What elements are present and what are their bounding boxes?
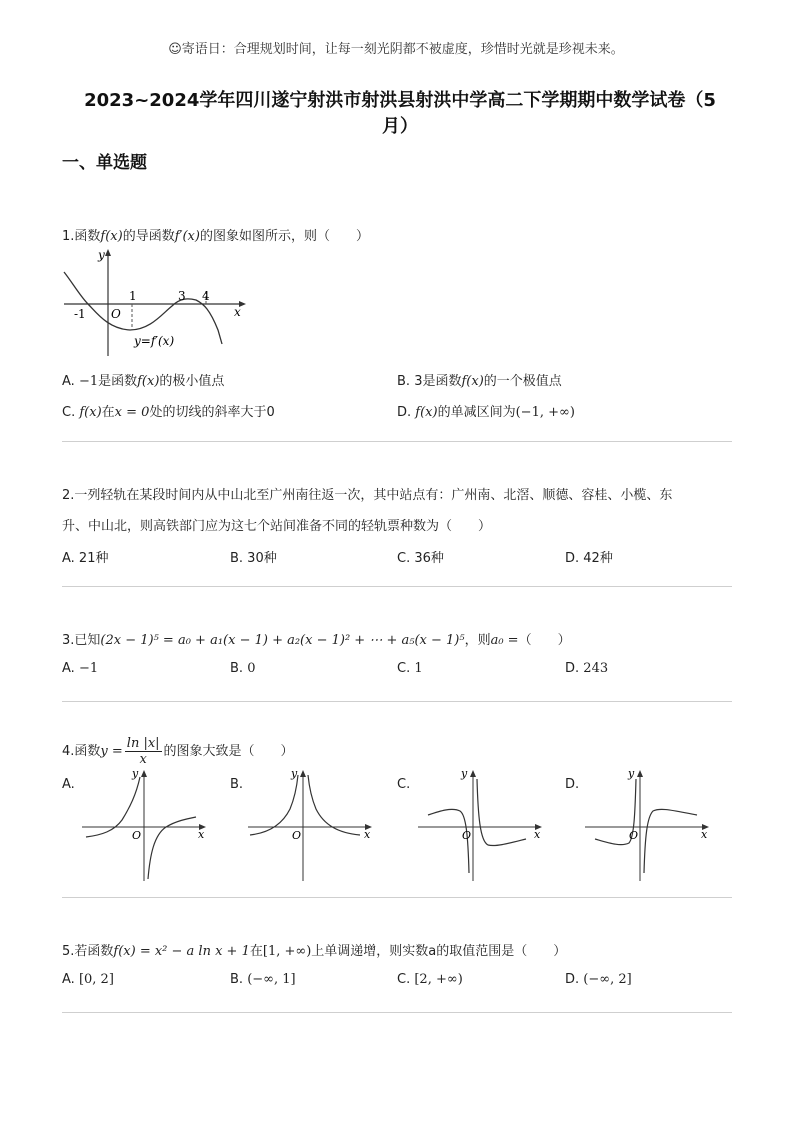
q1-option-d-fx: f(x) [415,405,438,420]
q3-option-b-value: 0 [247,661,256,676]
q5-interval: [1, +∞) [262,944,312,959]
q5-option-a-label: A. [62,972,75,987]
exam-title-line1: 2023~2024学年四川遂宁射洪市射洪县射洪中学高二下学期期中数学试卷（5 [84,90,716,111]
header-motto: ☺寄语日：合理规划时间，让每一刻光阴都不被虚度，珍惜时光就是珍视未来。 [168,42,624,57]
q3-option-a-label: A. [62,661,75,676]
q4-fraction [125,736,162,767]
q4-option-b[interactable]: B. [230,777,244,792]
q1-option-d-label: D. [397,405,412,420]
q3-stem [62,629,571,648]
q4-graph-d[interactable] [585,765,713,883]
q2-option-a[interactable]: A. 21种 [62,551,109,566]
section-heading: 一、单选题 [62,153,147,173]
q1-option-a-fx: f(x) [137,374,160,389]
q4b-y-label: y [291,767,298,780]
q5-function: f(x) = x² − a ln x + 1 [113,944,250,959]
q1-option-a-label: A. [62,374,75,389]
q3-stem-b: ，则 [464,633,491,648]
q1-option-a[interactable] [62,370,224,389]
q3-equation: (2x − 1)⁵ = a₀ + a₁(x − 1) + a₂(x − 1)² + ⋯ + a₅(x − 1)⁵ [100,633,465,648]
q5-stem-c: 上单调递增，则实数a的取值范围是（ ） [311,944,567,959]
q4a-x-label: x [198,828,205,841]
q3-option-c-value: 1 [414,661,423,676]
q4d-origin: O [629,829,639,842]
q1-option-d-text: 的单减区间为 [437,405,516,420]
q3-option-a[interactable] [62,661,98,676]
q1-option-b-fx: f(x) [461,374,484,389]
q4b-origin: O [292,829,302,842]
q4-option-a[interactable]: A. [62,777,75,792]
q4-stem [62,736,294,767]
q4-y-eq: y = [100,744,123,759]
q3-stem-c: （ ） [518,633,571,648]
q2-stem-line2: 升、中山北，则高铁部门应为这七个站间准备不同的轻轨票种数为（ ） [62,519,492,534]
q2-option-c[interactable]: C. 36种 [397,551,444,566]
q5-option-d-value: (−∞, 2] [583,972,632,987]
q1-option-c-math: x = 0 [114,405,150,420]
q5-option-b-label: B. [230,972,244,987]
q4b-x-label: x [364,828,371,841]
q1-option-a-end: 的极小值点 [159,374,225,389]
q5-option-d[interactable] [565,972,632,987]
q1-derivative-graph [62,244,252,360]
q4d-y-arrow-icon [637,770,643,777]
q4d-y-label: y [628,767,635,780]
q1-option-c-label: C. [62,405,76,420]
q5-option-d-label: D. [565,972,580,987]
q1-option-d-math: (−1, +∞) [515,405,575,420]
exam-title [60,88,740,140]
q4-graph-c[interactable] [418,765,546,883]
divider-5 [62,1012,732,1013]
divider-1 [62,441,732,442]
q5-option-c-value: [2, +∞) [414,972,463,987]
q3-option-d-value: 243 [583,661,609,676]
q1-option-c[interactable] [62,401,275,420]
q5-option-a-value: [0, 2] [78,972,114,987]
q4-option-d[interactable]: D. [565,777,580,792]
q1-option-b-label: B. [397,374,411,389]
q1-graph-origin: O [111,307,121,321]
q1-graph-curve-label: y=f′(x) [134,334,175,348]
q1-option-c-end: 处的切线的斜率大于0 [149,405,275,420]
q3-stem-a: 3.已知 [62,633,101,648]
q4c-y-label: y [461,767,468,780]
q4d-curve-right [644,809,697,873]
q4-graph-b[interactable] [248,765,376,883]
q4c-origin: O [462,829,472,842]
q1-fpx: f′(x) [174,229,200,244]
q4a-y-arrow-icon [141,770,147,777]
q3-option-b-label: B. [230,661,244,676]
q1-option-c-fx: f(x) [79,405,102,420]
q5-option-c-label: C. [397,972,411,987]
q4-stem-a: 4.函数 [62,744,101,759]
q3-option-c[interactable] [397,661,423,676]
q1-option-b-end: 的一个极值点 [483,374,562,389]
q4b-curve-right [308,775,360,835]
q1-fx: f(x) [100,229,123,244]
divider-2 [62,586,732,587]
q3-a0: a₀ = [490,633,519,648]
q1-stem-a: 1.函数 [62,229,101,244]
q1-stem [62,225,369,244]
q1-graph-x-label: x [234,305,241,319]
q1-option-b-text: 3是函数 [414,374,462,389]
q1-graph-tick-3: 3 [178,289,186,303]
q5-option-c[interactable] [397,972,463,987]
q4c-curve-right [477,779,526,846]
exam-title-line2: 月） [382,116,418,137]
divider-4 [62,897,732,898]
q4-denominator: x [139,752,147,767]
q1-option-b[interactable] [397,370,562,389]
q4b-curve-left [250,775,298,835]
q1-stem-c: 的图象如图所示，则（ ） [199,229,369,244]
q4-stem-b: 的图象大致是（ ） [163,744,294,759]
q4d-x-label: x [701,828,708,841]
q3-option-a-value: −1 [78,661,99,676]
q1-option-d[interactable] [397,401,575,420]
q1-option-a-text: 是函数 [98,374,138,389]
q2-stem-line1: 2.一列轻轨在某段时间内从中山北至广州南往返一次，其中站点有：广州南、北滘、顺德、容桂、小榄、东 [62,488,673,503]
q3-option-d[interactable] [565,661,608,676]
q1-graph-tick-4: 4 [202,289,210,303]
q4a-y-label: y [132,767,139,780]
q5-option-b[interactable] [230,972,296,987]
q4a-origin: O [132,829,142,842]
q5-stem-a: 5.若函数 [62,944,114,959]
q4-numerator: ln |x| [126,736,160,751]
q2-option-d[interactable]: D. 42种 [565,551,613,566]
q1-option-a-math: −1 [78,374,99,389]
q4b-y-arrow-icon [300,770,306,777]
q5-option-b-value: (−∞, 1] [247,972,296,987]
q3-option-b[interactable] [230,661,255,676]
divider-3 [62,701,732,702]
q4a-curve-left [86,777,140,837]
q4a-curve-right [148,817,196,879]
q2-option-b[interactable]: B. 30种 [230,551,277,566]
q1-option-c-text: 在 [101,405,115,420]
q1-graph-tick-1: 1 [129,289,137,303]
q1-stem-b: 的导函数 [122,229,175,244]
q1-graph-neg1: -1 [74,307,86,321]
q4-option-c[interactable]: C. [397,777,411,792]
q5-stem [62,940,566,959]
q5-option-a[interactable] [62,972,114,987]
q1-graph-y-label: y [98,248,105,262]
q5-stem-b: 在 [249,944,263,959]
q1-y-arrow-icon [105,249,111,256]
q3-option-c-label: C. [397,661,411,676]
q3-option-d-label: D. [565,661,580,676]
q4-graph-a[interactable] [82,765,210,883]
q4c-x-label: x [534,828,541,841]
q4c-y-arrow-icon [470,770,476,777]
